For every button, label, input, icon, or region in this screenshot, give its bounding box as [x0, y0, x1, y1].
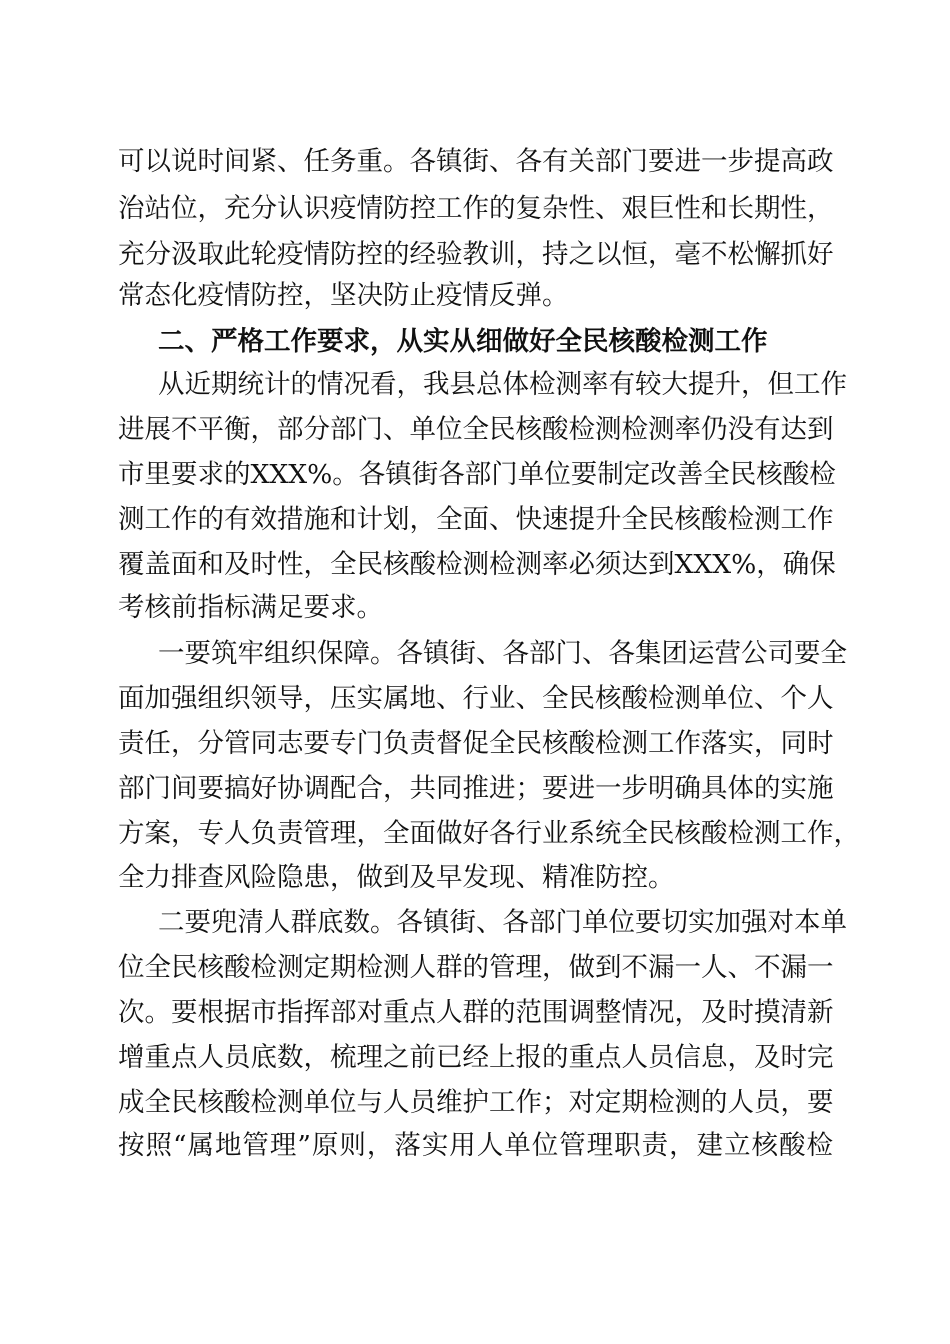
paragraph-2-line-6: 考核前指标满足要求。: [118, 592, 383, 623]
paragraph-1-line-1: 可以说时间紧、任务重。各镇街、各有关部门要进一步提高政: [118, 146, 834, 177]
paragraph-3-line-1: 一要筑牢组织保障。各镇街、各部门、各集团运营公司要全: [158, 638, 847, 669]
paragraph-1-line-2: 治站位，充分认识疫情防控工作的复杂性、艰巨性和长期性，: [118, 193, 834, 224]
paragraph-3-line-3: 责任，分管同志要专门负责督促全民核酸检测工作落实，同时: [118, 728, 834, 759]
paragraph-4-line-1: 二要兜清人群底数。各镇街、各部门单位要切实加强对本单: [158, 907, 847, 938]
paragraph-2-line-1: 从近期统计的情况看，我县总体检测率有较大提升，但工作: [158, 369, 847, 400]
paragraph-2-line-3: 市里要求的XXX%。各镇街各部门单位要制定改善全民核酸检: [118, 459, 836, 490]
paragraph-2-line-2: 进展不平衡，部分部门、单位全民核酸检测检测率仍没有达到: [118, 414, 834, 445]
paragraph-4-line-3: 次。要根据市指挥部对重点人群的范围调整情况，及时摸清新: [118, 997, 834, 1028]
paragraph-3-line-6: 全力排查风险隐患，做到及早发现、精准防控。: [118, 862, 675, 893]
paragraph-1-line-3: 充分汲取此轮疫情防控的经验教训，持之以恒，毫不松懈抓好: [118, 239, 834, 270]
paragraph-4-line-6: 按照“属地管理”原则，落实用人单位管理职责，建立核酸检: [118, 1130, 833, 1161]
paragraph-4-line-2: 位全民核酸检测定期检测人群的管理，做到不漏一人、不漏一: [118, 952, 834, 983]
paragraph-3-line-5: 方案，专人负责管理，全面做好各行业系统全民核酸检测工作，: [118, 818, 860, 849]
paragraph-4-line-5: 成全民核酸检测单位与人员维护工作；对定期检测的人员，要: [118, 1087, 834, 1118]
paragraph-3-line-4: 部门间要搞好协调配合，共同推进；要进一步明确具体的实施: [118, 773, 834, 804]
paragraph-3-line-2: 面加强组织领导，压实属地、行业、全民核酸检测单位、个人: [118, 683, 834, 714]
section-heading-2: 二、严格工作要求，从实从细做好全民核酸检测工作: [158, 326, 768, 357]
paragraph-2-line-5: 覆盖面和及时性，全民核酸检测检测率必须达到XXX%，确保: [118, 549, 836, 580]
paragraph-2-line-4: 测工作的有效措施和计划，全面、快速提升全民核酸检测工作: [118, 504, 834, 535]
paragraph-1-line-4: 常态化疫情防控，坚决防止疫情反弹。: [118, 280, 569, 311]
paragraph-4-line-4: 增重点人员底数，梳理之前已经上报的重点人员信息，及时完: [118, 1042, 834, 1073]
